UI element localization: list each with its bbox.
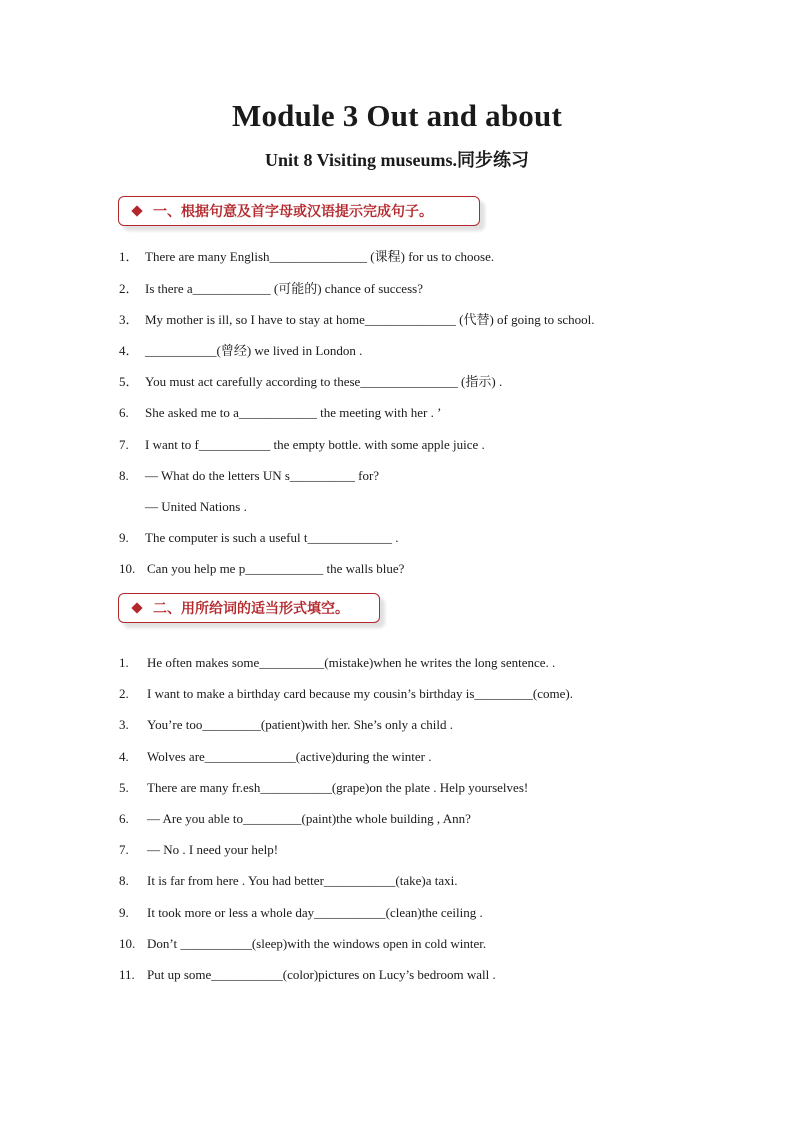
question-text: The computer is such a useful t_____________ . — [145, 530, 399, 545]
question-item — [119, 403, 441, 423]
question-text: She asked me to a____________ the meeting with her . ’ — [145, 405, 442, 420]
question-item — [119, 778, 528, 798]
question-item — [119, 341, 362, 361]
question-text: It took more or less a whole day___________(clean)the ceiling . — [147, 905, 483, 920]
question-item — [119, 372, 502, 392]
question-text: — What do the letters UN s__________ for? — [145, 468, 380, 483]
question-item — [119, 715, 453, 735]
question-number: 1． — [119, 249, 139, 264]
question-text: I want to f___________ the empty bottle. with some apple juice . — [145, 437, 485, 452]
question-item — [119, 809, 471, 829]
question-item — [119, 310, 595, 330]
question-text: I want to make a birthday card because my cousin’s birthday is_________(come). — [147, 686, 573, 701]
page-title: Module 3 Out and about — [232, 98, 562, 133]
question-number: 8. — [119, 873, 129, 888]
question-number: 9. — [119, 530, 129, 545]
question-item — [119, 559, 404, 579]
question-text: — Are you able to_________(paint)the whole building , Ann? — [147, 811, 471, 826]
question-item — [119, 653, 555, 673]
question-text: There are many English_______________ (课程) for us to choose. — [145, 249, 495, 264]
question-item — [119, 497, 247, 517]
page-subtitle: Unit 8 Visiting museums.同步练习 — [264, 150, 530, 170]
question-number: 1. — [119, 655, 129, 670]
question-text: Can you help me p____________ the walls blue? — [147, 561, 405, 576]
section-1-heading: 一、根据句意及首字母或汉语提示完成句子。 — [153, 204, 433, 220]
question-number: 4. — [119, 749, 129, 764]
question-text: It is far from here . You had better___________(take)a taxi. — [147, 873, 458, 888]
question-number: 4． — [119, 343, 139, 358]
question-text: There are many fr.esh___________(grape)on the plate . Help yourselves! — [147, 780, 529, 795]
question-text: Don’t ___________(sleep)with the windows open in cold winter. — [147, 936, 487, 951]
question-text: Put up some___________(color)pictures on Lucy’s bedroom wall . — [147, 967, 496, 982]
question-number: 5. — [119, 780, 129, 795]
question-number: 10. — [119, 561, 136, 576]
question-item — [119, 965, 496, 985]
section-2-header — [118, 593, 380, 623]
question-number: 2. — [119, 686, 129, 701]
question-number: 11. — [119, 967, 135, 982]
question-item — [119, 747, 432, 767]
diamond-icon — [131, 602, 142, 613]
question-item — [119, 247, 494, 267]
section-2-heading: 二、用所给词的适当形式填空。 — [153, 601, 349, 617]
question-text: You’re too_________(patient)with her. She’s only a child . — [147, 717, 453, 732]
question-text: He often makes some__________(mistake)when he writes the long sentence. . — [147, 655, 556, 670]
question-number: 6. — [119, 405, 129, 420]
question-number: 10. — [119, 936, 136, 951]
question-item — [119, 871, 457, 891]
question-number: 6. — [119, 811, 129, 826]
question-text: My mother is ill, so I have to stay at home______________ (代替) of going to school. — [145, 312, 595, 327]
question-number: 2． — [119, 281, 139, 296]
question-text: Is there a____________ (可能的) chance of success? — [145, 281, 423, 296]
question-text: — United Nations . — [145, 499, 247, 514]
question-text: You must act carefully according to these_______________ (指示) . — [145, 374, 503, 389]
question-item — [119, 903, 483, 923]
question-number: 3. — [119, 717, 129, 732]
question-text: Wolves are______________(active)during the winter . — [147, 749, 432, 764]
question-number: 8. — [119, 468, 129, 483]
question-item — [119, 840, 278, 860]
question-item — [119, 934, 486, 954]
question-text: ___________(曾经) we lived in London . — [145, 343, 363, 358]
question-number: 3． — [119, 312, 139, 327]
question-item — [119, 466, 379, 486]
question-item — [119, 279, 423, 299]
question-number: 9. — [119, 905, 129, 920]
question-text: — No . I need your help! — [147, 842, 279, 857]
diamond-icon — [131, 205, 142, 216]
question-number: 7. — [119, 842, 129, 857]
section-1-header — [118, 196, 480, 226]
question-item — [119, 528, 398, 548]
question-item — [119, 435, 485, 455]
question-number: 5． — [119, 374, 139, 389]
question-number: 7. — [119, 437, 129, 452]
question-item — [119, 684, 573, 704]
